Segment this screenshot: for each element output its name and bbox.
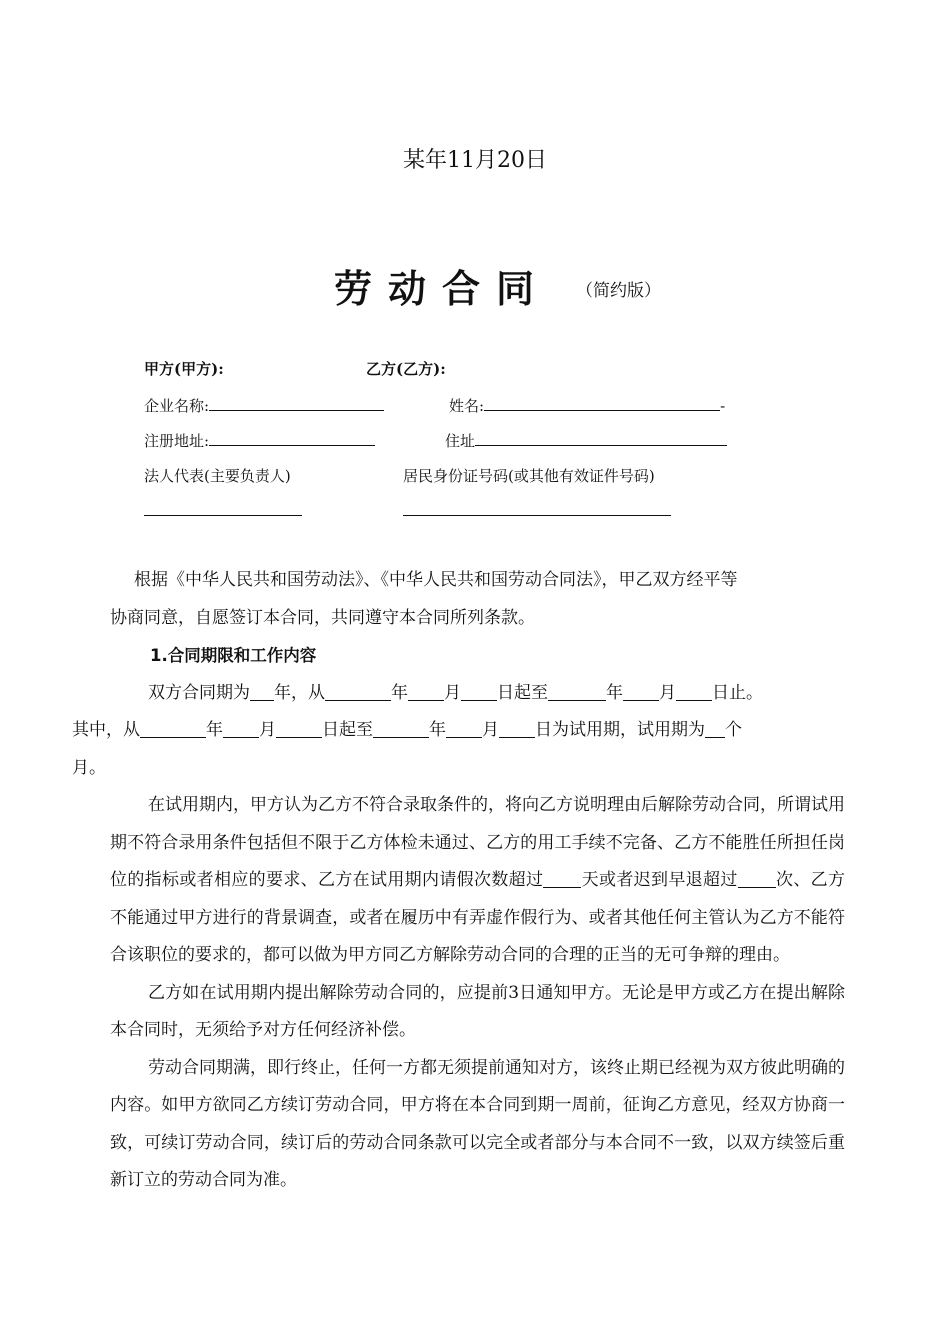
- probation-text: 次、乙方不能通过甲方进行的背景调查，或者在履历中有弄虚作假行为、或者其他任何主管认为乙方不能符合该职位的要求的，都可以做为甲方同乙方解除劳动合同的合理的正当的无可争辩的理由。: [110, 870, 846, 965]
- term-text: 个: [725, 720, 742, 740]
- term-text: 日起至: [497, 682, 548, 703]
- term-years-blank: [250, 683, 274, 701]
- document-subtitle: （简约版）: [576, 281, 661, 301]
- term-text: 双方合同期为: [148, 682, 250, 703]
- legal-rep-blank: [144, 515, 302, 516]
- probation-paragraph: [110, 787, 845, 975]
- company-name-blank: [209, 396, 384, 411]
- blank: [408, 683, 444, 701]
- blank: [325, 683, 391, 701]
- document-date: 某年11月20日: [403, 148, 547, 173]
- probation-text: 天或者迟到早退超过: [581, 870, 738, 890]
- blank: [140, 720, 206, 738]
- expiry-paragraph: 劳动合同期满，即行终止，任何一方都无须提前通知对方，该终止期已经视为双方彼此明确的内容。如甲方欲同乙方续订劳动合同，甲方将在本合同到期一周前，征询乙方意见，经双方协商一致，可续订劳动合同，续订后的劳动合同条款可以完全或者部分与本合同不一致，以双方续签后重新订立的劳动合同为准。: [110, 1057, 845, 1190]
- party-b-label: 乙方(乙方):: [366, 360, 446, 378]
- blank: [446, 720, 482, 738]
- employee-name-suffix: -: [720, 397, 726, 415]
- registered-address-field: [144, 430, 375, 451]
- document-title: 劳动合同: [334, 267, 551, 311]
- term-text: 年，从: [274, 682, 325, 703]
- term-text: 月。: [72, 757, 106, 778]
- party-a-label: 甲方(甲方):: [144, 360, 224, 378]
- contract-body: [72, 562, 846, 1200]
- term-text: 月: [482, 720, 499, 740]
- probation-months-blank: [705, 720, 725, 738]
- employee-address-field: [445, 430, 727, 451]
- term-text: 日止。: [712, 682, 763, 703]
- term-text: 年: [606, 682, 623, 703]
- employee-id-blank: [403, 515, 671, 516]
- section-1-heading: 1.合同期限和工作内容: [150, 646, 317, 665]
- employee-name-label: 姓名:: [449, 397, 485, 415]
- term-text: 月: [259, 720, 276, 740]
- blank: [548, 683, 606, 701]
- preamble-line-2: 协商同意，自愿签订本合同，共同遵守本合同所列条款。: [110, 607, 535, 628]
- probation-text: 在试用期内，甲方认为乙方不符合录取条件的，将向乙方说明理由后解除劳动合同，所谓试用期不符合录用条件包括但不限于乙方体检未通过、乙方的用工手续不完备、乙方不能胜任所担任岗位的指标或者相应的要求、乙方在试用期内请假次数超过: [110, 795, 845, 890]
- company-name-field: [144, 395, 384, 416]
- blank: [676, 683, 712, 701]
- contract-term-paragraph: [72, 675, 845, 788]
- resignation-paragraph: 乙方如在试用期内提出解除劳动合同的，应提前3日通知甲方。无论是甲方或乙方在提出解除本合同时，无须给予对方任何经济补偿。: [110, 982, 845, 1040]
- preamble: [110, 562, 845, 637]
- blank: [373, 720, 429, 738]
- leave-days-blank: [543, 870, 581, 888]
- registered-address-blank: [209, 431, 375, 446]
- employee-name-blank: [484, 396, 720, 411]
- registered-address-label: 注册地址:: [144, 432, 210, 450]
- term-text: 其中，从: [72, 720, 140, 740]
- blank: [223, 720, 259, 738]
- term-text: 日为试用期，试用期为: [535, 720, 705, 740]
- employee-id-label: 居民身份证号码(或其他有效证件号码): [403, 467, 655, 485]
- term-text: 月: [659, 682, 676, 703]
- term-text: 年: [391, 682, 408, 703]
- employee-address-blank: [475, 431, 727, 446]
- late-times-blank: [738, 870, 776, 888]
- blank: [623, 683, 659, 701]
- term-text: 年: [206, 720, 223, 740]
- term-text: 月: [444, 682, 461, 703]
- preamble-line-1: 根据《中华人民共和国劳动法》、《中华人民共和国劳动合同法》，甲乙双方经平等: [134, 570, 738, 590]
- employee-name-field: [449, 395, 725, 416]
- blank: [499, 720, 535, 738]
- legal-rep-label: 法人代表(主要负责人): [144, 467, 291, 485]
- blank: [276, 720, 322, 738]
- term-text: 日起至: [322, 720, 373, 740]
- company-name-label: 企业名称:: [144, 397, 210, 415]
- employee-address-label: 住址: [445, 432, 476, 450]
- blank: [461, 683, 497, 701]
- term-text: 年: [429, 720, 446, 740]
